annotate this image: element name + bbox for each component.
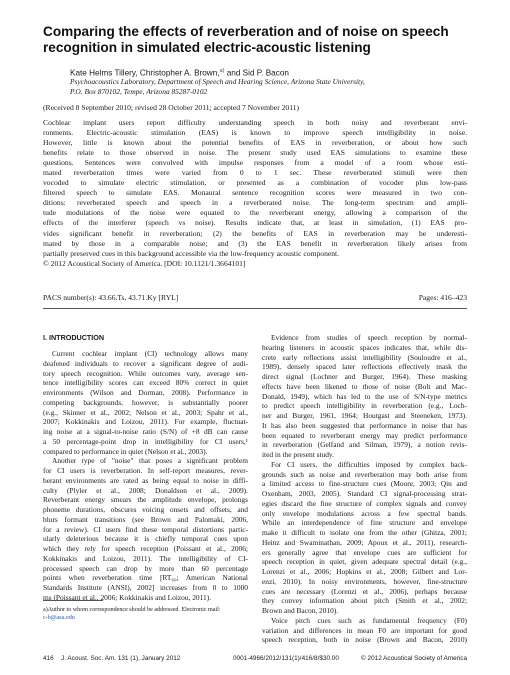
copyright: © 2012 Acoustical Society of America — [361, 655, 467, 662]
body-line[interactable]: to predict speech intelligibility in reverberation (e.g., Loch- — [262, 401, 467, 411]
body-line: Donald, 1949), which has led to the use of S/N-type metrics — [262, 391, 467, 401]
affiliation-line: Psychoacoustics Laboratory, Department of Speech and Hearing Science, Arizona State University, — [70, 77, 365, 86]
body-line: Evidence from studies of speech reception by normal- — [271, 333, 467, 342]
pacs-line — [43, 293, 467, 303]
body-line: phoneme durations, obscures voicing onsets and offsets, and — [43, 505, 248, 514]
author-names: Kate Helms Tillery, Christopher A. Brown, — [70, 68, 220, 78]
body-line: For CI users, the difficulties imposed by complex back- — [271, 459, 467, 469]
page-number: 416 — [43, 655, 54, 662]
body-line: ularly deleterious because it is chiefly temporal cues upon — [43, 534, 248, 544]
page-range: Pages: 416–423 — [418, 293, 467, 302]
abstract-line: ditions: reverberated speech and speech in a reverberated noise. The long-term spectrum and ampli- — [43, 198, 467, 208]
abstract-line: benefits relate to those observed in noise. The present study used EAS simulations to examine these — [43, 148, 467, 158]
pacs-numbers: PACS number(s): 43.66.Ts, 43.71.Ky [RYL] — [43, 293, 179, 302]
body-line: egies discard the fine structure of complex signals and convey — [262, 498, 467, 508]
body-line: grounds such as noise and reverberation may both arise from — [262, 469, 467, 479]
body-line: ited in the present study. — [262, 450, 334, 459]
body-line[interactable]: in reverberation (Gelfand and Silman, 1979), a notion revis- — [262, 440, 467, 450]
body-line[interactable]: effects have been likened to those of noise (Bolt and Mac- — [262, 381, 467, 391]
abstract-line: ronments. Electric-acoustic stimulation (EAS) is known to improve speech intelligibility in noise. — [43, 128, 467, 138]
copyright-doi[interactable]: © 2012 Acoustical Society of America. [DOI: 10.1121/1.3664101] — [43, 258, 246, 268]
article-code: 0001-4966/2012/131(1)/416/8/$30.00 — [233, 655, 339, 662]
abstract-line: Cochlear implant users report difficulty understanding speech in both noisy and reverberant envi- — [43, 118, 467, 127]
right-column — [262, 333, 467, 645]
author-last: and Sid P. Bacon — [224, 68, 289, 78]
body-line[interactable]: Standards Institute (ANSI), 2002] increases from 0 to 1000 — [43, 583, 248, 592]
abstract-line: mated reverberation times were varied from 0 to 1 sec. These reverberated stimuli were then — [43, 168, 467, 178]
body-line: While an interdependence of fine structure and envelope — [262, 518, 467, 528]
body-line: tory speech recognition. While outcomes vary, average sen- — [43, 368, 248, 378]
body-line: ers generally agree that envelope cues are sufficient for — [262, 547, 467, 557]
body-line[interactable]: a limited access to fine-structure cues (Moore, 2003; Qin and — [262, 479, 467, 489]
article-title: Comparing the effects of reverberation and of noise on speech recognition in simulated electric-acoustic listening — [43, 24, 449, 55]
body-line: Voice pitch cues such as fundamental frequency (F0) — [271, 615, 467, 625]
body-line[interactable]: Oxenham, 2003, 2005). Standard CI signal-processing strat- — [262, 489, 467, 498]
body-line[interactable]: Heinz and Swaminathan, 2009; Apoux et al., 2011), research- — [262, 537, 467, 547]
body-line: Another type of "noise" that poses a significant problem — [52, 456, 248, 466]
header-divider — [43, 308, 467, 309]
body-line[interactable]: Brown and Bacon, 2010). — [262, 606, 339, 615]
abstract-line: However, little is known about the potential benefits of EAS in reverberation, or about how such — [43, 138, 467, 148]
affiliation — [70, 77, 400, 97]
body-line[interactable]: blurs formant transitions (see Brown and Palomaki, 2006, — [43, 514, 248, 524]
body-line[interactable]: Lorenzi et al., 2006; Hopkins et al., 2008; Gilbert and Lor- — [262, 567, 467, 576]
footnote-line: a)Author to whom correspondence should be addressed. Electronic mail: — [43, 607, 221, 613]
body-line: for CI users is reverberation. In self-report measures, rever- — [43, 466, 248, 475]
body-line: variation and differences in mean F0 are important for good — [262, 625, 467, 635]
body-line[interactable]: which they rely for speech reception (Poissant et al., 2006; — [43, 544, 248, 553]
abstract-line: vides significant benefit in reverberation; (2) the benefits of EAS in reverberation may be underesti- — [43, 228, 467, 238]
body-line: competing backgrounds, however, is substantially poorer — [43, 397, 248, 407]
abstract-line: mated by those in a comparable noise; and (3) the EAS benefit in reverberation likely arises from — [43, 238, 467, 248]
footnote — [43, 606, 248, 622]
journal-citation: J. Acoust. Soc. Am. 131 (1), January 2012 — [61, 655, 181, 662]
received-dates: (Received 8 September 2010; revised 28 October 2011; accepted 7 November 2011) — [43, 103, 300, 112]
body-line: 1989), densely spaced later reflections effectively mask the — [262, 362, 467, 372]
body-line[interactable]: Kokkinakis and Loizou, 2011). The intelligibility of CI- — [43, 553, 248, 563]
body-line[interactable]: make it difficult to isolate one from the other (Ghitza, 2001; — [262, 528, 467, 537]
body-line[interactable]: cues are necessary (Lorenzi et al., 2006), perhaps because — [262, 586, 467, 596]
body-line: tence intelligibility scores can exceed 80% correct in quiet — [43, 378, 248, 388]
left-column — [43, 333, 248, 603]
body-line: ing noise at a signal-to-noise ratio (S/N) of +8 dB can cause — [43, 427, 248, 436]
body-line: been equated to reverberant energy may predict performance — [262, 430, 467, 440]
body-line[interactable]: points when reverberation time [RT₆₀; American National — [43, 573, 248, 583]
body-line[interactable]: enzi, 2010). In noisy environments, however, fine-structure — [262, 576, 467, 586]
abstract-line: partially preserved cues in this background accessible via the low-frequency acoustic component. — [43, 248, 340, 258]
section-heading: I. INTRODUCTION — [43, 333, 105, 342]
body-line[interactable]: culty (Plyler et al., 2008; Donaldson et al., 2009). — [43, 485, 248, 495]
affiliation-line: P.O. Box 870102, Tempe, Arizona 85287-0102 — [70, 87, 208, 96]
body-line: It has also been suggested that performance in noise that has — [262, 420, 467, 430]
body-line: berant environments are rated as being equal to noise in diffi- — [43, 475, 248, 485]
body-line: for a review). CI users find these temporal distortions partic- — [43, 524, 248, 534]
body-line: a 50 percentage-point drop in intelligibility for CI users,¹ — [43, 436, 248, 446]
body-line[interactable]: direct signal (Lochner and Burger, 1964). These masking — [262, 372, 467, 381]
correspondence-mark[interactable]: a) — [219, 68, 225, 74]
body-line: only envelope modulations across a few spectral bands. — [262, 508, 467, 518]
body-line[interactable]: compared to performance in quiet (Nelson et al., 2003). — [43, 446, 208, 456]
body-line: deafened individuals to recover a significant degree of audi- — [43, 358, 248, 368]
body-line[interactable]: ner and Burger, 1961, 1964; Houtgast and Steeneken, 1973). — [262, 411, 467, 420]
abstract-line: vocoded to simulate electric stimulation, or presented as a combination of vocoder plus low-pass — [43, 178, 467, 188]
body-line[interactable]: crete early reflections assist intelligibility (Souloudre et al., — [262, 352, 467, 362]
footnote-email[interactable]: c-b@asu.edu — [43, 615, 75, 621]
body-line: processed speech can drop by more than 60 percentage — [43, 563, 248, 573]
body-line: Current cochlear implant (CI) technology allows many — [52, 349, 248, 358]
body-line[interactable]: speech reception, both in noise (Brown and Bacon, 2010) — [262, 635, 467, 645]
body-line[interactable]: environments (Wilson and Dorman, 2008). Performance in — [43, 388, 248, 397]
body-line[interactable]: they convey information about pitch (Smith et al., 2002; — [262, 596, 467, 606]
body-line: Reverberant energy smears the amplitude envelope, prolongs — [43, 495, 248, 505]
body-line[interactable]: 2007; Kokkinakis and Loizou, 2011). For example, fluctuat- — [43, 417, 248, 427]
abstract-line: effects of the interferer (speech vs noise). Results indicate that, at least in simulation, (1) EAS pro- — [43, 218, 467, 228]
abstract-line: tude modulations of the noise were equated to the reverberant energy, allowing a comparison of the — [43, 208, 467, 218]
body-line[interactable]: (e.g., Skinner et al., 2002; Nelson et al., 2003; Spahr et al., — [43, 407, 248, 417]
footnote-divider — [43, 600, 103, 601]
body-line: hearing listeners in acoustic spaces indicates that, while dis- — [262, 342, 467, 352]
abstract — [43, 118, 467, 269]
body-line[interactable]: ms (Poissant et al., 2006; Kokkinakis and Loizou, 2011). — [43, 592, 212, 602]
abstract-line: questions. Sentences were convolved with impulse responses from a model of a room whose esti- — [43, 158, 467, 168]
abstract-line: filtered speech to simulate EAS. Monaural sentence recognition scores were measured in two con- — [43, 188, 467, 198]
body-line: speech reception in quiet, given adequate spectral detail (e.g., — [262, 557, 467, 567]
